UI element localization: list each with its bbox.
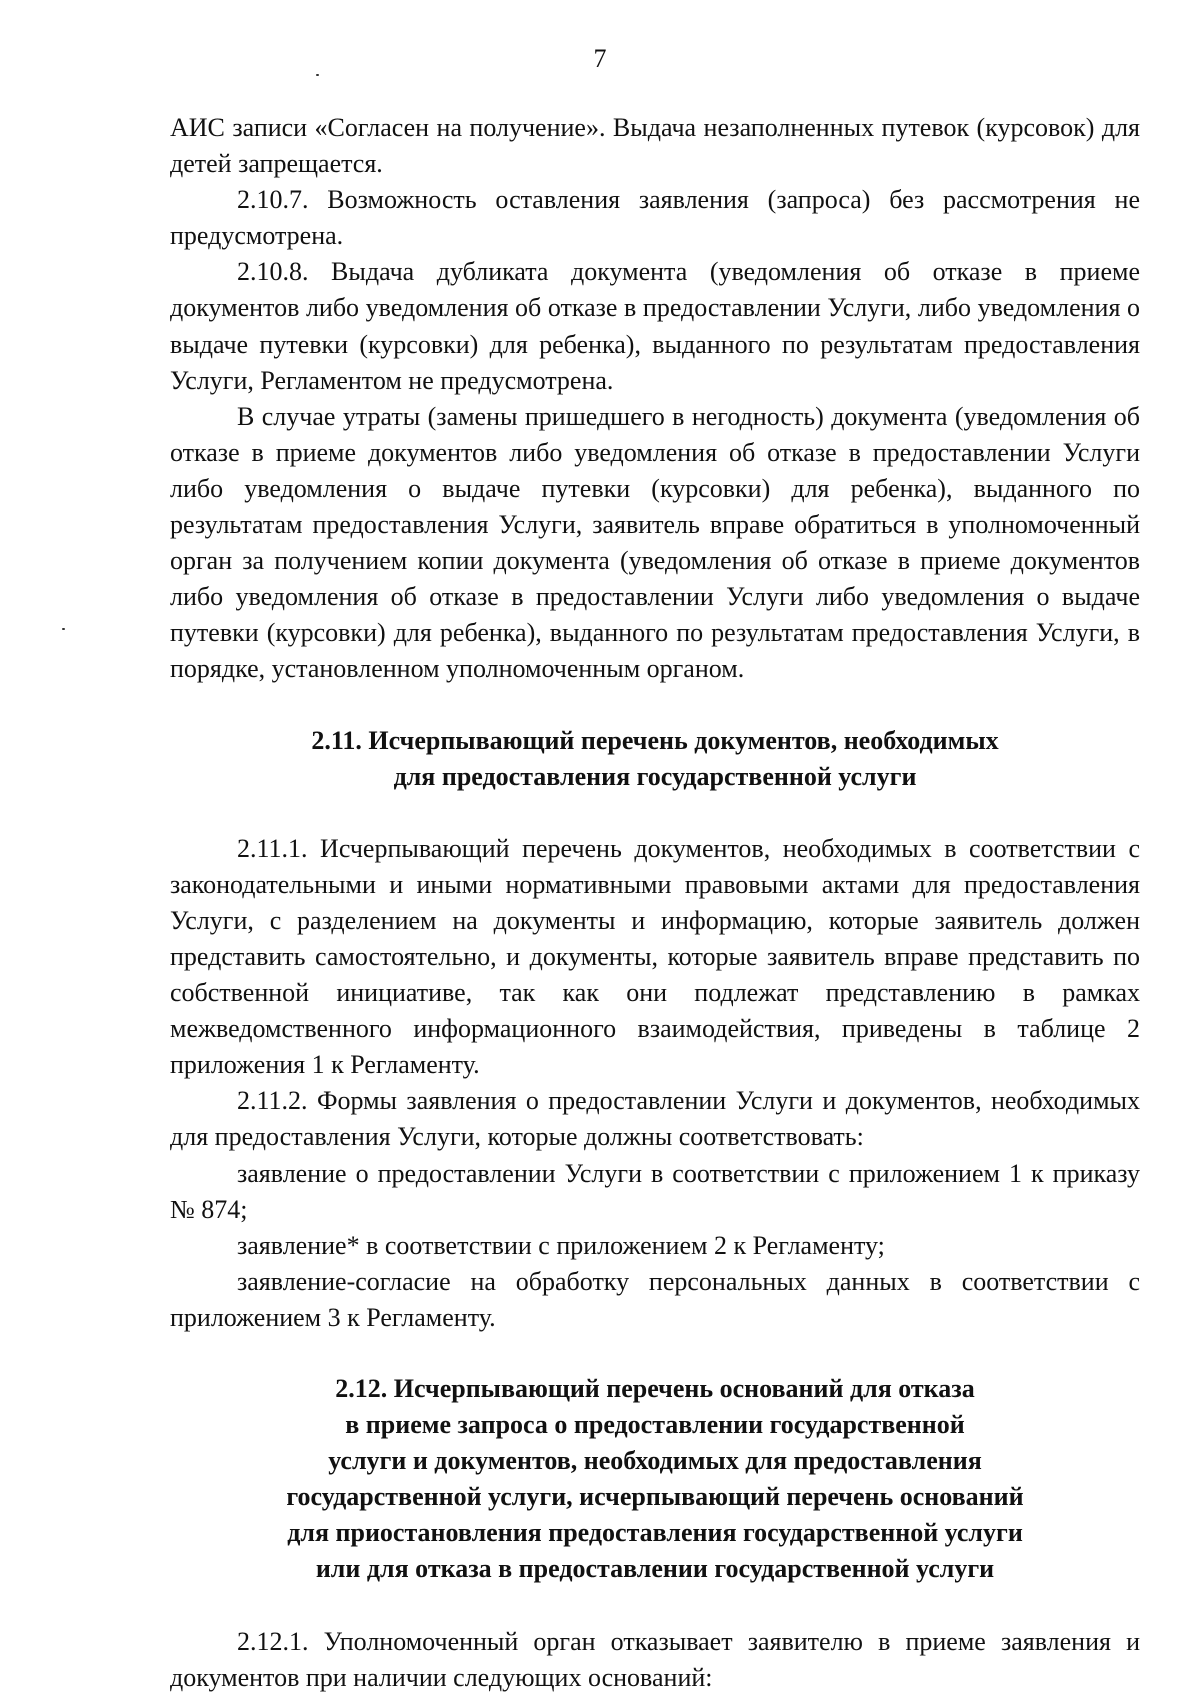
heading-line: или для отказа в предоставлении государственной услуги [315, 1554, 995, 1584]
paragraph: 2.11.1. Исчерпывающий перечень документов, необходимых в соответствии с законодательными и иными нормативными правовыми актами для предоставления Услуги, с разделением на документы и информацию, которые заявитель должен представить самостоятельно, и документы, которые заявитель вправе представить по собственной инициативе, так как они подлежат представлению в рамках межведомственного информационного взаимодействия, приведены в таблице 2 приложения 1 к Регламенту. [170, 833, 1140, 1080]
list-item: заявление-согласие на обработку персональных данных в соответствии с приложением 3 к Регламенту. [170, 1266, 1140, 1332]
document-body [170, 110, 1140, 1696]
paragraph: В случае утраты (замены пришедшего в негодность) документа (уведомления об отказе в приеме документов либо уведомления об отказе в предоставлении Услуги либо уведомления о выдаче путевки (курсовки) для ребенка), выданного по результатам предоставления Услуги, заявитель вправе обратиться в уполномоченный орган за получением копии документа (уведомления об отказе в приеме документов либо уведомления об отказе в предоставлении Услуги либо уведомления о выдаче путевки (курсовки) для ребенка), выданного по результатам предоставления Услуги, в порядке, установленном уполномоченным органом. [170, 401, 1140, 684]
paragraph: 2.12.1. Уполномоченный орган отказывает заявителю в приеме заявления и документов при наличии следующих оснований: [170, 1626, 1140, 1692]
heading-line: для предоставления государственной услуги [393, 761, 917, 791]
list-item: заявление о предоставлении Услуги в соответствии с приложением 1 к приказу № 874; [170, 1158, 1140, 1224]
heading-line: 2.12. Исчерпывающий перечень оснований для отказа [335, 1374, 975, 1403]
heading-line: государственной услуги, исчерпывающий перечень оснований [286, 1482, 1024, 1512]
section-heading-2-12 [170, 1371, 1140, 1588]
paragraph: 2.11.2. Формы заявления о предоставлении Услуги и документов, необходимых для предоставления Услуги, которые должны соответствовать: [170, 1086, 1140, 1152]
heading-line: в приеме запроса о предоставлении государственной [345, 1410, 965, 1440]
paragraph: АИС записи «Согласен на получение». Выдача незаполненных путевок (курсовок) для детей запрещается. [170, 113, 1140, 179]
list-item: заявление* в соответствии с приложением 2 к Регламенту; [237, 1230, 885, 1260]
heading-line: для приостановления предоставления государственной услуги [287, 1518, 1023, 1548]
paragraph: 2.10.8. Выдача дубликата документа (уведомления об отказе в приеме документов либо уведомления об отказе в предоставлении Услуги, либо уведомления о выдаче путевки (курсовки) для ребенка), выданного по результатам предоставления Услуги, Регламентом не предусмотрена. [170, 257, 1140, 395]
scan-speck [316, 74, 319, 76]
page-number: 7 [593, 44, 607, 73]
scan-speck [62, 628, 65, 630]
section-heading-2-11 [170, 723, 1140, 795]
paragraph: 2.10.7. Возможность оставления заявления (запроса) без рассмотрения не предусмотрена. [170, 185, 1140, 251]
heading-line: услуги и документов, необходимых для предоставления [328, 1446, 982, 1476]
heading-line: 2.11. Исчерпывающий перечень документов, необходимых [311, 725, 999, 755]
